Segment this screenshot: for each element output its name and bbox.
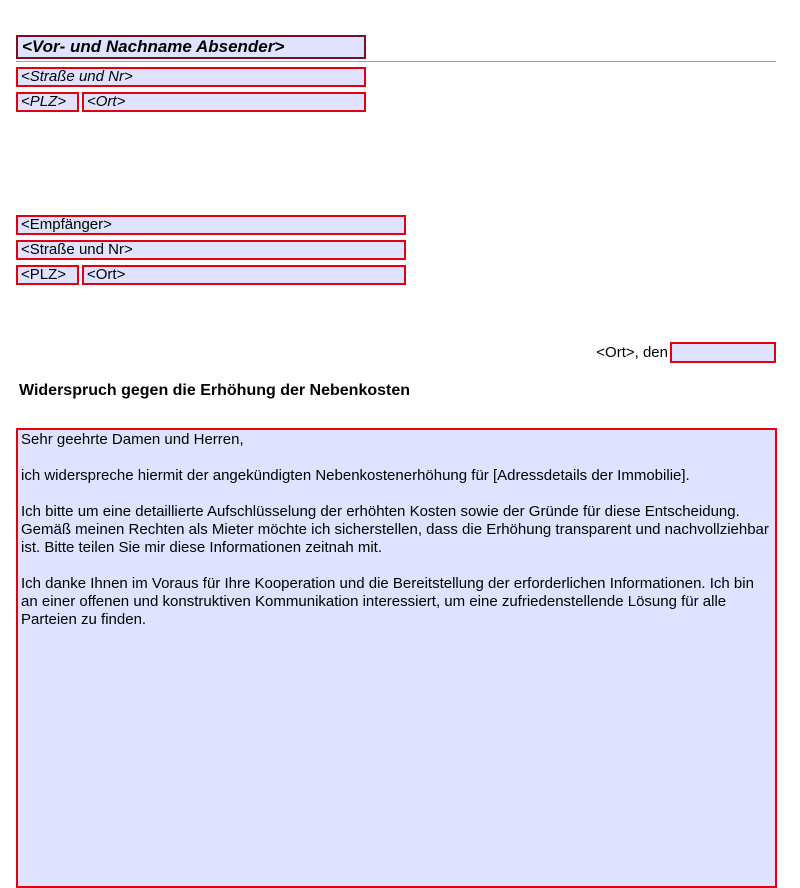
sender-street-field[interactable]: <Straße und Nr> — [16, 67, 366, 87]
salutation: Sehr geehrte Damen und Herren, — [21, 431, 244, 448]
recipient-street-field[interactable]: <Straße und Nr> — [16, 240, 406, 260]
body-paragraph-1: ich widerspreche hiermit der angekündigten Nebenkostenerhöhung für [Adressdetails der Immobilie]. — [21, 467, 690, 484]
date-prefix: <Ort>, den — [596, 344, 668, 361]
letter-body-field[interactable] — [16, 428, 777, 888]
sender-city-field[interactable]: <Ort> — [82, 92, 366, 112]
sender-name-field[interactable]: <Vor- und Nachname Absender> — [16, 35, 366, 59]
letter-subject: Widerspruch gegen die Erhöhung der Nebenkosten — [19, 382, 411, 399]
recipient-name-field[interactable]: <Empfänger> — [16, 215, 406, 235]
recipient-zip-field[interactable]: <PLZ> — [16, 265, 79, 285]
date-line — [560, 342, 776, 364]
recipient-city-field[interactable]: <Ort> — [82, 265, 406, 285]
sender-zip-field[interactable]: <PLZ> — [16, 92, 79, 112]
body-paragraph-2: Ich bitte um eine detaillierte Aufschlüsselung der erhöhten Kosten sowie der Gründe für diese Entscheidung. Gemäß meinen Rechten als Mieter möchte ich sicherstellen, dass die Erhöhung transparent und nachvollziehbar ist. Bitte teilen Sie mir diese Informationen zeitnah mit. — [21, 503, 769, 556]
date-field[interactable] — [670, 342, 776, 363]
body-paragraph-3: Ich danke Ihnen im Voraus für Ihre Kooperation und die Bereitstellung der erforderlichen Informationen. Ich bin an einer offenen und konstruktiven Kommunikation interessiert, um eine zufriedenstellende Lösung für alle Parteien zu finden. — [21, 575, 754, 628]
header-divider — [16, 61, 776, 62]
